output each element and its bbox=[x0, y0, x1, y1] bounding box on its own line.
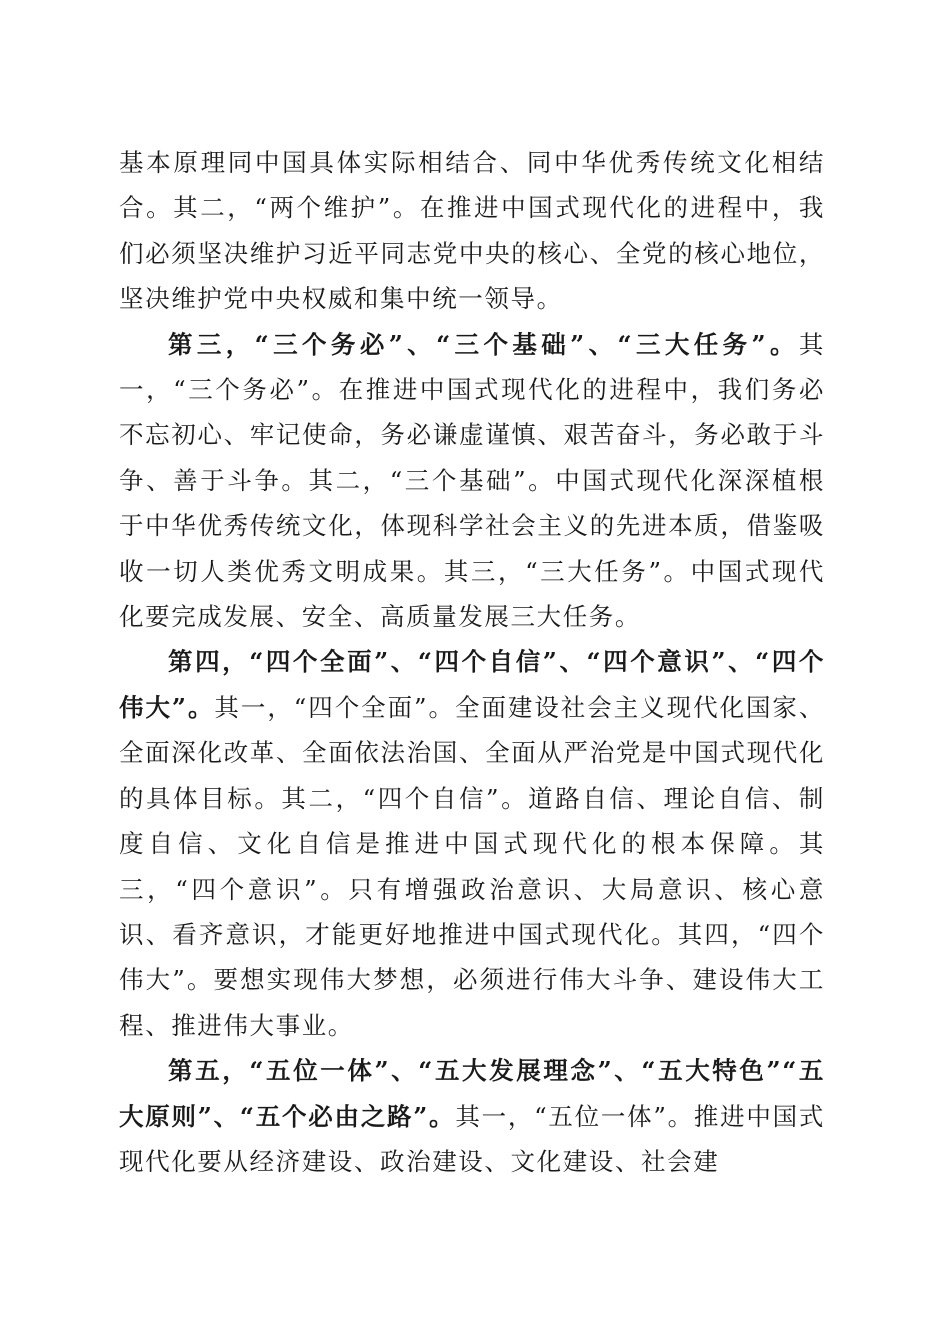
paragraph-text: 其一，“五位一体”。推进中国式现代化要从经济建设、政治建设、文化建设、社会建 bbox=[119, 1101, 825, 1176]
paragraph-text: 其一，“四个全面”。全面建设社会主义现代化国家、全面深化改革、全面依法治国、全面从严治党是中国式现代化的具体目标。其二，“四个自信”。道路自信、理论自信、制度自信、文化自信是推进中国式现代化的根本保障。其三，“四个意识”。只有增强政治意识、大局意识、核心意识、看齐意识，才能更好地推进中国式现代化。其四，“四个伟大”。要想实现伟大梦想，必须进行伟大斗争、建设伟大工程、推进伟大事业。 bbox=[119, 692, 825, 1040]
paragraph-three bbox=[119, 322, 825, 640]
paragraph-text: 基本原理同中国具体实际相结合、同中华优秀传统文化相结合。其二，“两个维护”。在推进中国式现代化的进程中，我们必须坚决维护习近平同志党中央的核心、全党的核心地位，坚决维护党中央权威和集中统一领导。 bbox=[119, 148, 825, 314]
paragraph-lead: 第三，“三个务必”、“三个基础”、“三大任务”。 bbox=[168, 329, 799, 359]
paragraph-five bbox=[119, 1048, 825, 1184]
paragraph-continuation bbox=[119, 140, 825, 322]
paragraph-lead: 第四，“四个全面”、“四个自信”、“四个意识”、“四个伟大”。 bbox=[119, 647, 825, 722]
paragraph-text: 其一，“三个务必”。在推进中国式现代化的进程中，我们务必不忘初心、牢记使命，务必谦虚谨慎、艰苦奋斗，务必敢于斗争、善于斗争。其二，“三个基础”。中国式现代化深深植根于中华优秀传统文化，体现科学社会主义的先进本质，借鉴吸收一切人类优秀文明成果。其三，“三大任务”。中国式现代化要完成发展、安全、高质量发展三大任务。 bbox=[119, 329, 825, 632]
paragraph-four bbox=[119, 639, 825, 1048]
paragraph-lead: 第五，“五位一体”、“五大发展理念”、“五大特色”“五大原则”、“五个必由之路”。 bbox=[119, 1056, 825, 1131]
body-text bbox=[119, 140, 825, 1184]
